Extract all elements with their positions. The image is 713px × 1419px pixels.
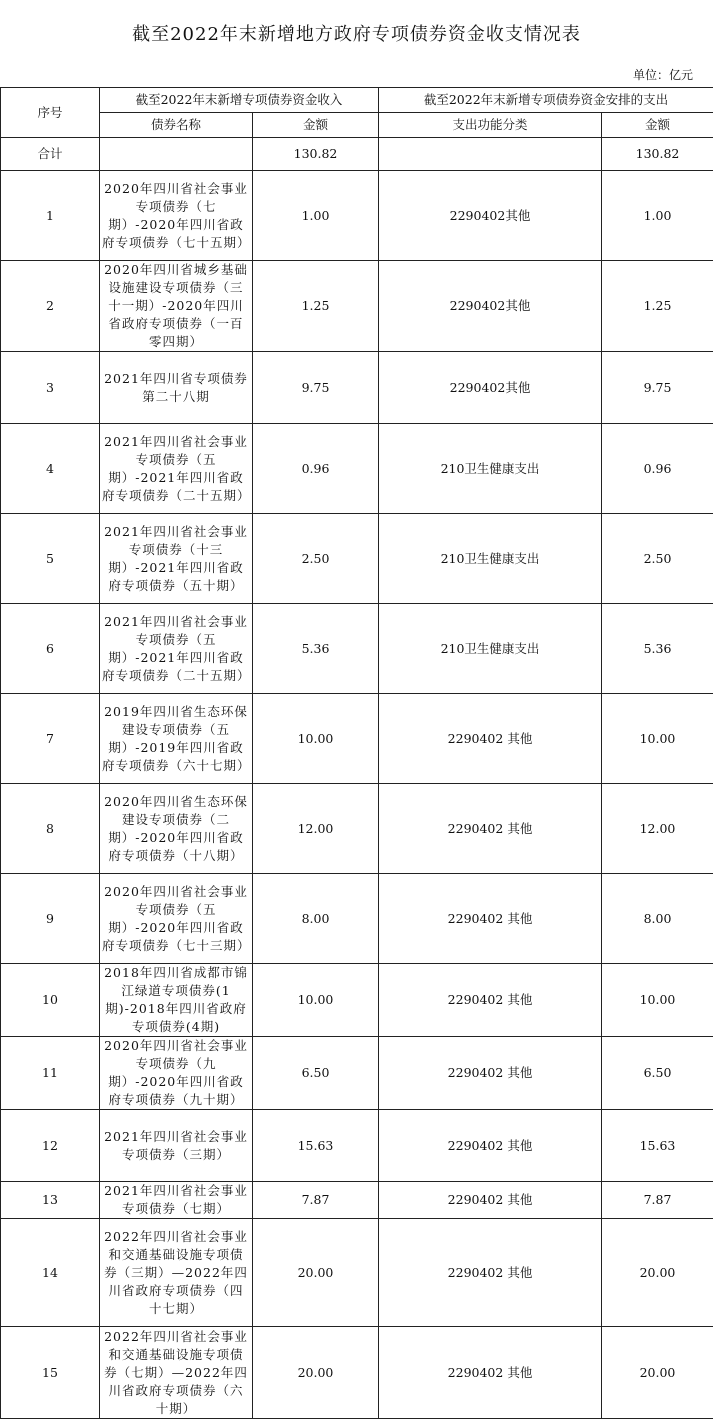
row-expense-amount: 8.00 (602, 874, 713, 964)
total-row (1, 138, 713, 171)
row-seq: 15 (1, 1327, 100, 1419)
table-row (1, 694, 713, 784)
header-amount-expense: 金额 (602, 113, 713, 138)
row-seq: 11 (1, 1037, 100, 1110)
table-row (1, 514, 713, 604)
row-expense-amount: 0.96 (602, 424, 713, 514)
table-row (1, 964, 713, 1037)
table-row (1, 1219, 713, 1327)
row-bond-name: 2020年四川省社会事业专项债券（五期）-2020年四川省政府专项债券（七十三期） (100, 874, 253, 964)
row-income-amount: 15.63 (253, 1110, 379, 1182)
row-bond-name: 2021年四川省社会事业专项债券（五期）-2021年四川省政府专项债券（二十五期） (100, 604, 253, 694)
row-income-amount: 2.50 (253, 514, 379, 604)
row-expense-amount: 15.63 (602, 1110, 713, 1182)
row-seq: 6 (1, 604, 100, 694)
row-function-class: 210卫生健康支出 (379, 514, 602, 604)
row-expense-amount: 1.00 (602, 171, 713, 261)
row-seq: 1 (1, 171, 100, 261)
row-income-amount: 10.00 (253, 694, 379, 784)
table-row (1, 261, 713, 352)
row-income-amount: 20.00 (253, 1219, 379, 1327)
header-amount: 金额 (253, 113, 379, 138)
row-bond-name: 2021年四川省社会事业专项债券（七期） (100, 1182, 253, 1219)
row-expense-amount: 5.36 (602, 604, 713, 694)
row-income-amount: 6.50 (253, 1037, 379, 1110)
total-category-empty (379, 138, 602, 171)
header-row-2 (1, 113, 713, 138)
row-function-class: 2290402 其他 (379, 874, 602, 964)
row-bond-name: 2021年四川省社会事业专项债券（五期）-2021年四川省政府专项债券（二十五期） (100, 424, 253, 514)
row-bond-name: 2019年四川省生态环保建设专项债券（五期）-2019年四川省政府专项债券（六十七期） (100, 694, 253, 784)
row-expense-amount: 20.00 (602, 1219, 713, 1327)
row-seq: 9 (1, 874, 100, 964)
row-income-amount: 0.96 (253, 424, 379, 514)
row-expense-amount: 10.00 (602, 694, 713, 784)
row-seq: 13 (1, 1182, 100, 1219)
row-seq: 7 (1, 694, 100, 784)
row-seq: 10 (1, 964, 100, 1037)
header-seq: 序号 (1, 88, 100, 138)
row-bond-name: 2021年四川省社会事业专项债券（十三期）-2021年四川省政府专项债券（五十期） (100, 514, 253, 604)
table-row (1, 874, 713, 964)
table-row (1, 424, 713, 514)
total-expense-amount: 130.82 (602, 138, 713, 171)
unit-label: 单位：亿元 (633, 66, 693, 83)
row-seq: 12 (1, 1110, 100, 1182)
row-income-amount: 12.00 (253, 784, 379, 874)
table-row (1, 352, 713, 424)
document-title: 截至2022年末新增地方政府专项债券资金收支情况表 (0, 20, 713, 46)
header-function-class: 支出功能分类 (379, 113, 602, 138)
row-function-class: 2290402 其他 (379, 1182, 602, 1219)
row-function-class: 210卫生健康支出 (379, 604, 602, 694)
row-expense-amount: 10.00 (602, 964, 713, 1037)
row-function-class: 2290402 其他 (379, 964, 602, 1037)
row-expense-amount: 7.87 (602, 1182, 713, 1219)
row-bond-name: 2021年四川省专项债券第二十八期 (100, 352, 253, 424)
row-expense-amount: 1.25 (602, 261, 713, 352)
row-expense-amount: 9.75 (602, 352, 713, 424)
row-bond-name: 2022年四川省社会事业和交通基础设施专项债券（七期）—2022年四川省政府专项债券（六十期） (100, 1327, 253, 1419)
row-function-class: 210卫生健康支出 (379, 424, 602, 514)
row-seq: 3 (1, 352, 100, 424)
row-seq: 5 (1, 514, 100, 604)
row-seq: 2 (1, 261, 100, 352)
row-income-amount: 8.00 (253, 874, 379, 964)
row-function-class: 2290402 其他 (379, 784, 602, 874)
row-bond-name: 2020年四川省城乡基础设施建设专项债券（三十一期）-2020年四川省政府专项债券（一百零四期） (100, 261, 253, 352)
header-expense-group: 截至2022年末新增专项债券资金安排的支出 (379, 88, 713, 113)
fund-table (0, 87, 713, 1419)
row-income-amount: 5.36 (253, 604, 379, 694)
row-bond-name: 2020年四川省社会事业专项债券（七期）-2020年四川省政府专项债券（七十五期） (100, 171, 253, 261)
row-function-class: 2290402 其他 (379, 1327, 602, 1419)
row-function-class: 2290402 其他 (379, 1037, 602, 1110)
row-seq: 8 (1, 784, 100, 874)
row-function-class: 2290402其他 (379, 261, 602, 352)
table-row (1, 1327, 713, 1419)
row-income-amount: 9.75 (253, 352, 379, 424)
row-expense-amount: 6.50 (602, 1037, 713, 1110)
row-seq: 14 (1, 1219, 100, 1327)
row-expense-amount: 20.00 (602, 1327, 713, 1419)
row-function-class: 2290402 其他 (379, 1110, 602, 1182)
total-income-amount: 130.82 (253, 138, 379, 171)
row-income-amount: 20.00 (253, 1327, 379, 1419)
row-income-amount: 1.00 (253, 171, 379, 261)
header-row-1 (1, 88, 713, 113)
row-seq: 4 (1, 424, 100, 514)
row-income-amount: 10.00 (253, 964, 379, 1037)
row-expense-amount: 12.00 (602, 784, 713, 874)
table-row (1, 1037, 713, 1110)
total-name-empty (100, 138, 253, 171)
header-bond-name: 债券名称 (100, 113, 253, 138)
row-income-amount: 1.25 (253, 261, 379, 352)
row-function-class: 2290402其他 (379, 352, 602, 424)
table-row (1, 1110, 713, 1182)
row-bond-name: 2020年四川省社会事业专项债券（九期）-2020年四川省政府专项债券（九十期） (100, 1037, 253, 1110)
table-row (1, 171, 713, 261)
row-income-amount: 7.87 (253, 1182, 379, 1219)
row-bond-name: 2020年四川省生态环保建设专项债券（二期）-2020年四川省政府专项债券（十八期） (100, 784, 253, 874)
header-income-group: 截至2022年末新增专项债券资金收入 (100, 88, 379, 113)
row-function-class: 2290402其他 (379, 171, 602, 261)
table-row (1, 1182, 713, 1219)
table-row (1, 604, 713, 694)
row-function-class: 2290402 其他 (379, 1219, 602, 1327)
row-function-class: 2290402 其他 (379, 694, 602, 784)
row-expense-amount: 2.50 (602, 514, 713, 604)
row-bond-name: 2022年四川省社会事业和交通基础设施专项债券（三期）—2022年四川省政府专项债券（四十七期） (100, 1219, 253, 1327)
row-bond-name: 2018年四川省成都市锦江绿道专项债券(1期)-2018年四川省政府专项债券(4期) (100, 964, 253, 1037)
row-bond-name: 2021年四川省社会事业专项债券（三期） (100, 1110, 253, 1182)
total-label: 合计 (1, 138, 100, 171)
table-row (1, 784, 713, 874)
